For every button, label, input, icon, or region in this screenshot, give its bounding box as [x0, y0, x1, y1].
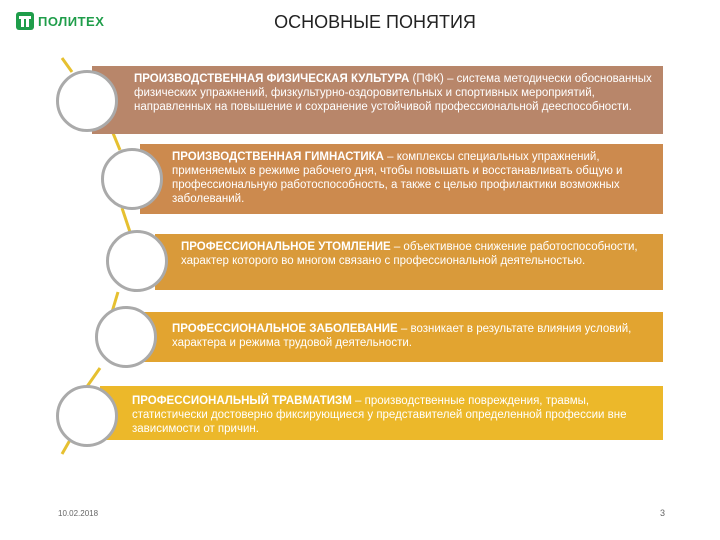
circle-marker-5: [56, 385, 118, 447]
concept-term: ПРОИЗВОДСТВЕННАЯ ГИМНАСТИКА: [172, 151, 384, 163]
concept-band-1: [92, 66, 663, 134]
concept-band-2: [140, 144, 663, 214]
concept-term: ПРОИЗВОДСТВЕННАЯ ФИЗИЧЕСКАЯ КУЛЬТУРА: [134, 73, 410, 85]
concept-term: ПРОФЕССИОНАЛЬНОЕ УТОМЛЕНИЕ: [181, 241, 391, 253]
concept-definition: – комплексы специальных упражнений, применяемых в режиме рабочего дня, чтобы повышать и восстанавливать общую и профессиональную работоспособность, а также с целью профилактики возможных заболеваний.: [172, 151, 623, 205]
concept-definition: (ПФК) – система методически обоснованных физических упражнений, физкультурно-оздоровительных и спортивных мероприятий, направленных на повышение и сохранение устойчивой профессиональной дееспособности.: [134, 73, 652, 113]
concept-definition: – производственные повреждения, травмы, статистически достоверно фиксирующиеся у представителей определенной профессии вне зависимости от причин.: [132, 395, 627, 435]
footer-date: 10.02.2018: [58, 509, 99, 518]
concept-band-3: [155, 234, 663, 290]
concept-term: ПРОФЕССИОНАЛЬНОЕ ЗАБОЛЕВАНИЕ: [172, 323, 398, 335]
concept-definition: – возникает в результате влияния условий, характера и режима трудовой деятельности.: [172, 323, 632, 349]
logo-text: ПОЛИТЕХ: [38, 13, 105, 29]
concept-band-5: [100, 386, 663, 440]
concept-term: ПРОФЕССИОНАЛЬНЫЙ ТРАВМАТИЗМ: [132, 395, 352, 407]
page-title: ОСНОВНЫЕ ПОНЯТИЯ: [274, 12, 476, 32]
concept-definition: – объективное снижение работоспособности, характер которого во многом связано с профессиональной деятельностью.: [181, 241, 638, 267]
concept-band-4: [130, 312, 663, 362]
circle-marker-2: [101, 148, 163, 210]
circle-marker-4: [95, 306, 157, 368]
page-number: 3: [659, 508, 665, 518]
circle-marker-3: [106, 230, 168, 292]
circle-marker-1: [56, 70, 118, 132]
